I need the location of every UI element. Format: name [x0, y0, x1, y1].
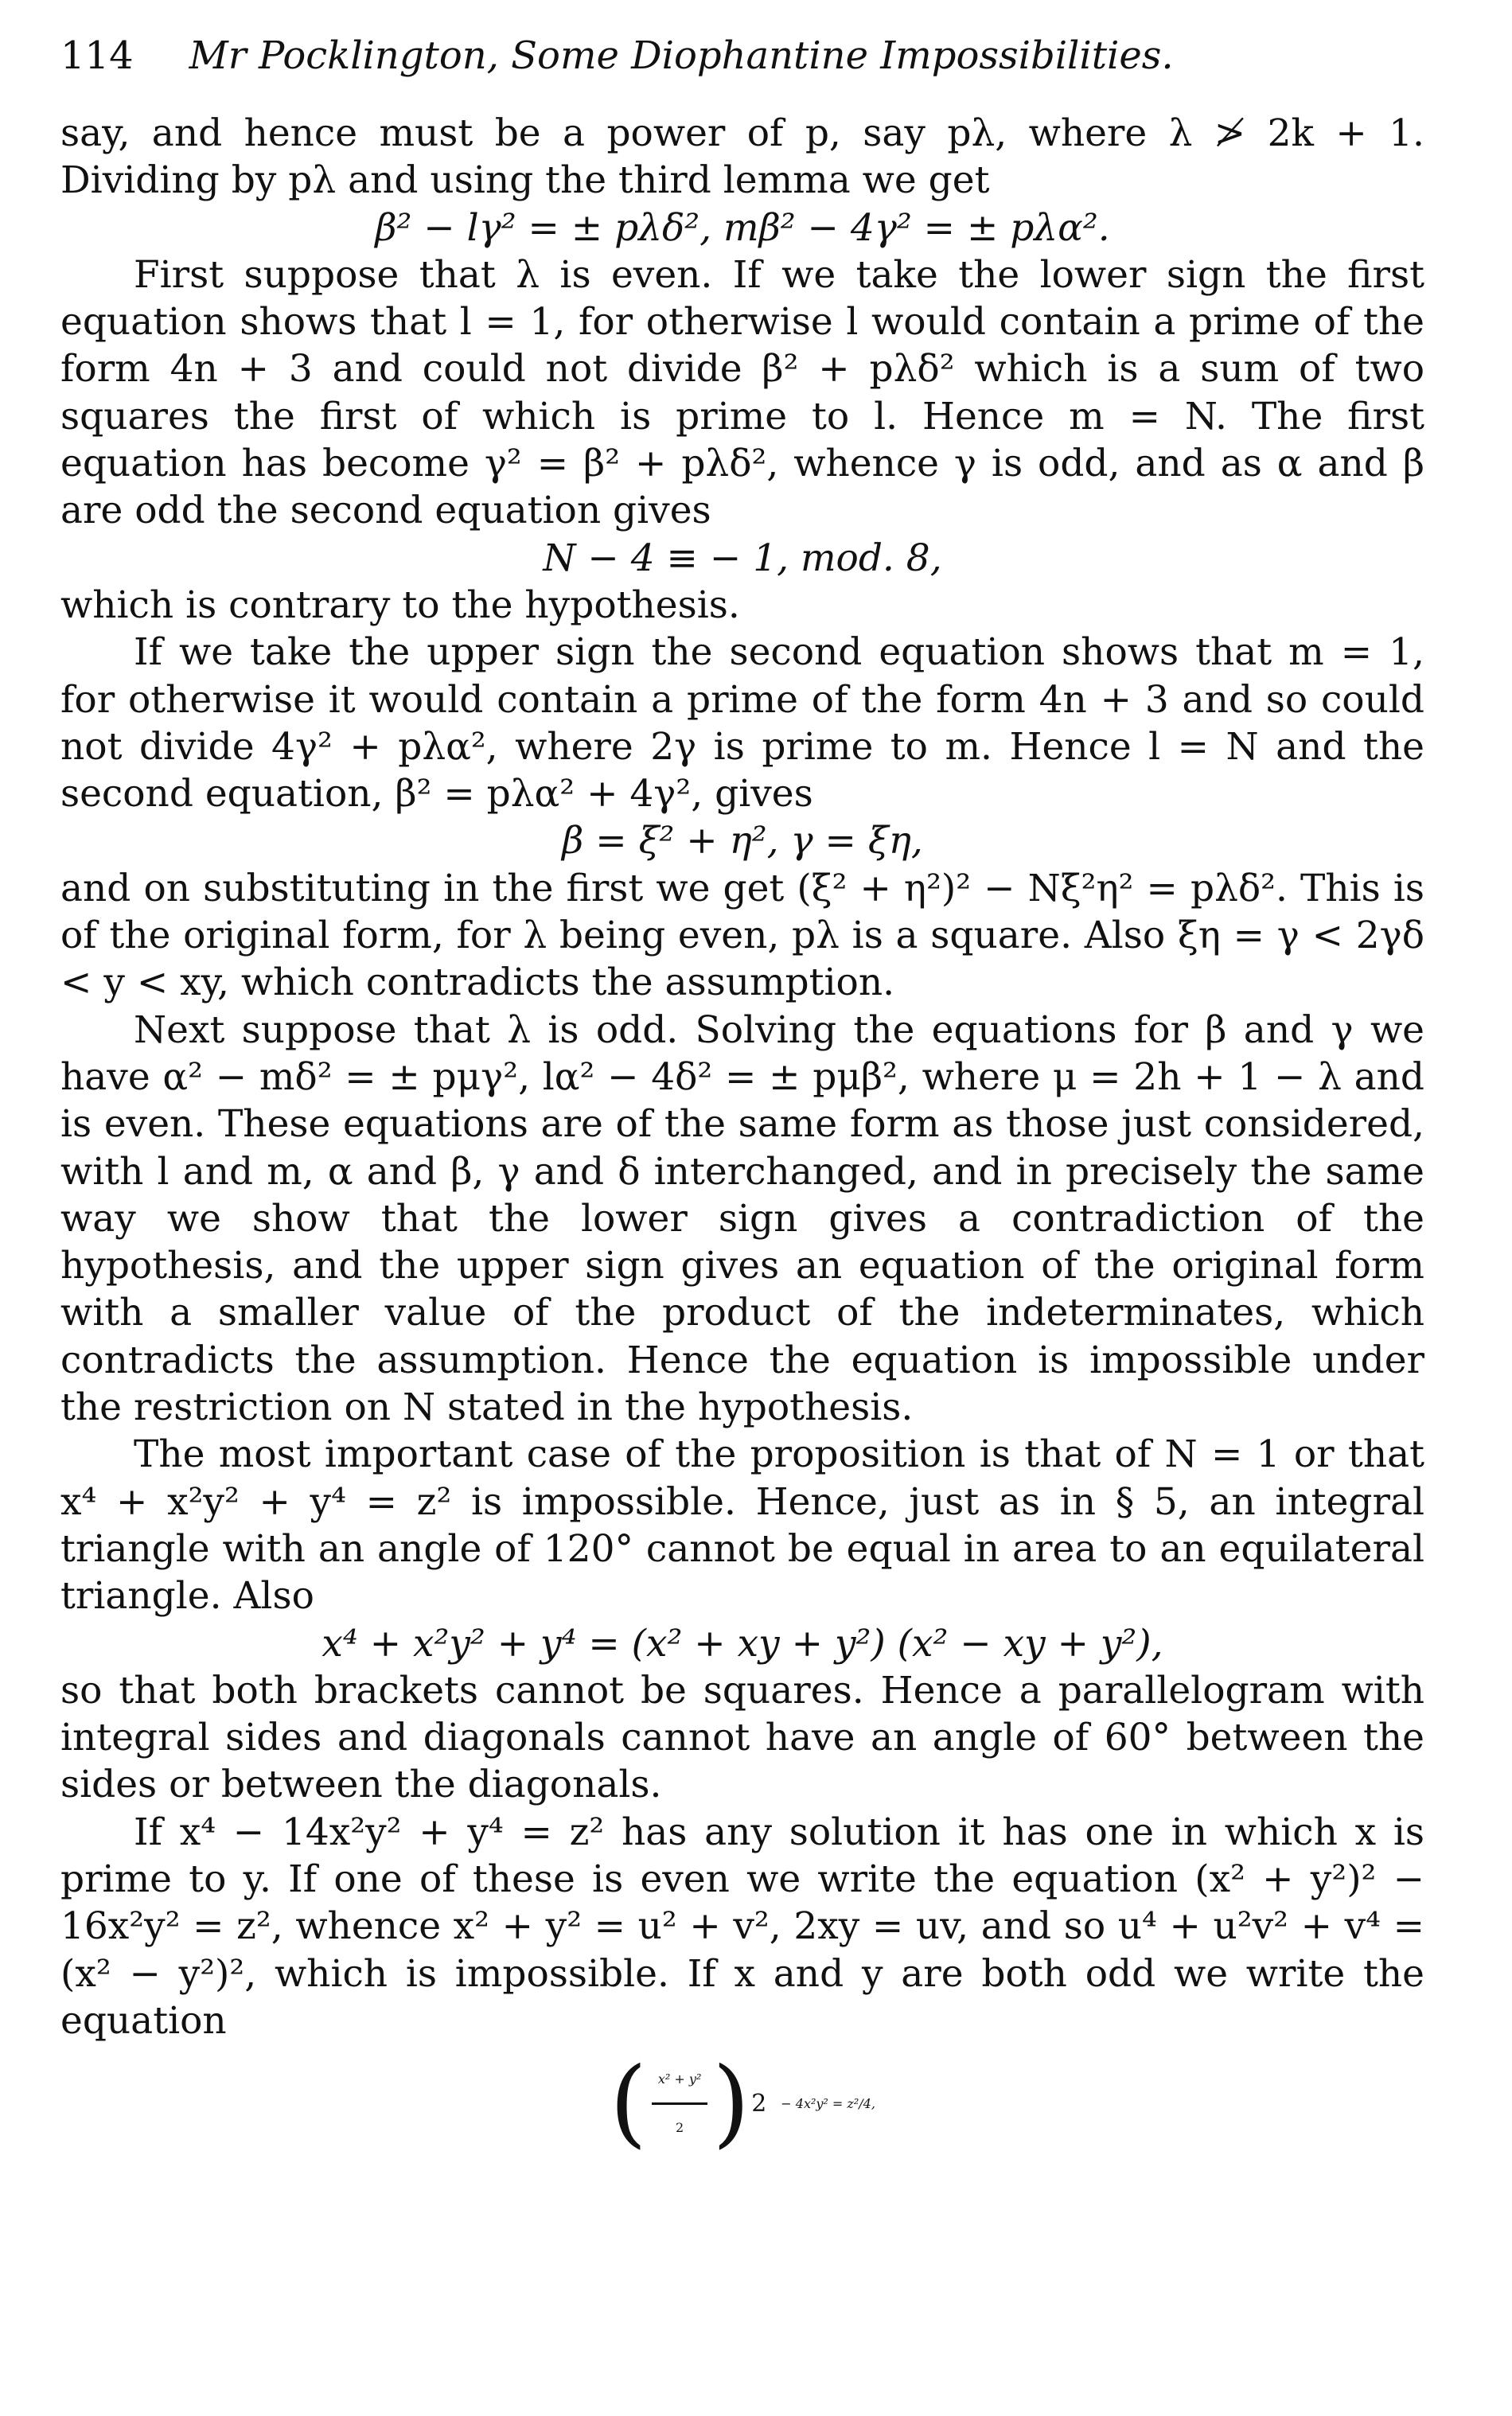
left-paren: (	[610, 2048, 647, 2159]
fraction-denominator: 2	[676, 2119, 684, 2135]
running-head: Mr Pocklington, Some Diophantine Impossibilities.	[189, 33, 1174, 78]
display-equation: N − 4 ≡ − 1, mod. 8,	[543, 536, 942, 580]
final-equation	[60, 2048, 1424, 2159]
fraction-exponent: 2	[751, 2089, 767, 2118]
display-equation: x⁴ + x²y² + y⁴ = (x² + xy + y²) (x² − xy + y²),	[321, 1621, 1163, 1666]
equation-tail: − 4x²y² = z²/4,	[781, 2095, 875, 2111]
fraction	[647, 2056, 712, 2151]
right-paren: )	[712, 2048, 750, 2159]
paragraph: Next suppose that λ is odd. Solving the equations for β and γ we have α² − mδ² = ± pμγ², lα² − 4δ² = ± pμβ², where μ = 2h + 1 − λ and is even. These equations are of the same form as those just considered, with l and m, α and β, γ and δ interchanged, and in precisely the same way we show that the lower sign gives a contradiction of the hypothesis, and the upper sign gives an equation of the original form with a smaller value of the product of the indeterminates, which contradicts the assumption. Hence the equation is impossible under the restriction on N stated in the hypothesis.	[60, 1007, 1424, 1430]
page-header	[60, 24, 1424, 88]
paragraph: and on substituting in the first we get (ξ² + η²)² − Nξ²η² = pλδ². This is of the original form, for λ being even, pλ is a square. Also ξη = γ < 2γδ < y < xy, which contradicts the assumption.	[60, 866, 1424, 1005]
display-equation: β = ξ² + η², γ = ξη,	[562, 819, 923, 863]
fraction-numerator: x² + y²	[652, 2056, 707, 2105]
paragraph: which is contrary to the hypothesis.	[60, 583, 740, 627]
paragraph: so that both brackets cannot be squares. Hence a parallelogram with integral sides and diagonals cannot have an angle of 60° between the sides or between the diagonals.	[60, 1668, 1424, 1807]
paragraph: The most important case of the proposition is that of N = 1 or that x⁴ + x²y² + y⁴ = z² is impossible. Hence, just as in § 5, an integral triangle with an angle of 120° cannot be equal in area to an equilateral triangle. Also	[60, 1432, 1424, 1619]
body-text	[60, 110, 1424, 2044]
paragraph: If we take the upper sign the second equation shows that m = 1, for otherwise it would contain a prime of the form 4n + 3 and so could not divide 4γ² + pλα², where 2γ is prime to m. Hence l = N and the second equation, β² = pλα² + 4γ², gives	[60, 630, 1424, 816]
paragraph: say, and hence must be a power of p, say pλ, where λ ≯ 2k + 1. Dividing by pλ and using the third lemma we get	[60, 111, 1424, 203]
paragraph: If x⁴ − 14x²y² + y⁴ = z² has any solution it has one in which x is prime to y. If one of these is even we write the equation (x² + y²)² − 16x²y² = z², whence x² + y² = u² + v², 2xy = uv, and so u⁴ + u²v² + v⁴ = (x² − y²)², which is impossible. If x and y are both odd we write the equation	[60, 1810, 1424, 2043]
paragraph: First suppose that λ is even. If we take the lower sign the first equation shows that l = 1, for otherwise l would contain a prime of the form 4n + 3 and could not divide β² + pλδ² which is a sum of two squares the first of which is prime to l. Hence m = N. The first equation has become γ² = β² + pλδ², whence γ is odd, and as α and β are odd the second equation gives	[60, 252, 1424, 533]
page-number: 114	[60, 33, 134, 78]
display-equation: β² − lγ² = ± pλδ², mβ² − 4γ² = ± pλα².	[375, 205, 1110, 250]
